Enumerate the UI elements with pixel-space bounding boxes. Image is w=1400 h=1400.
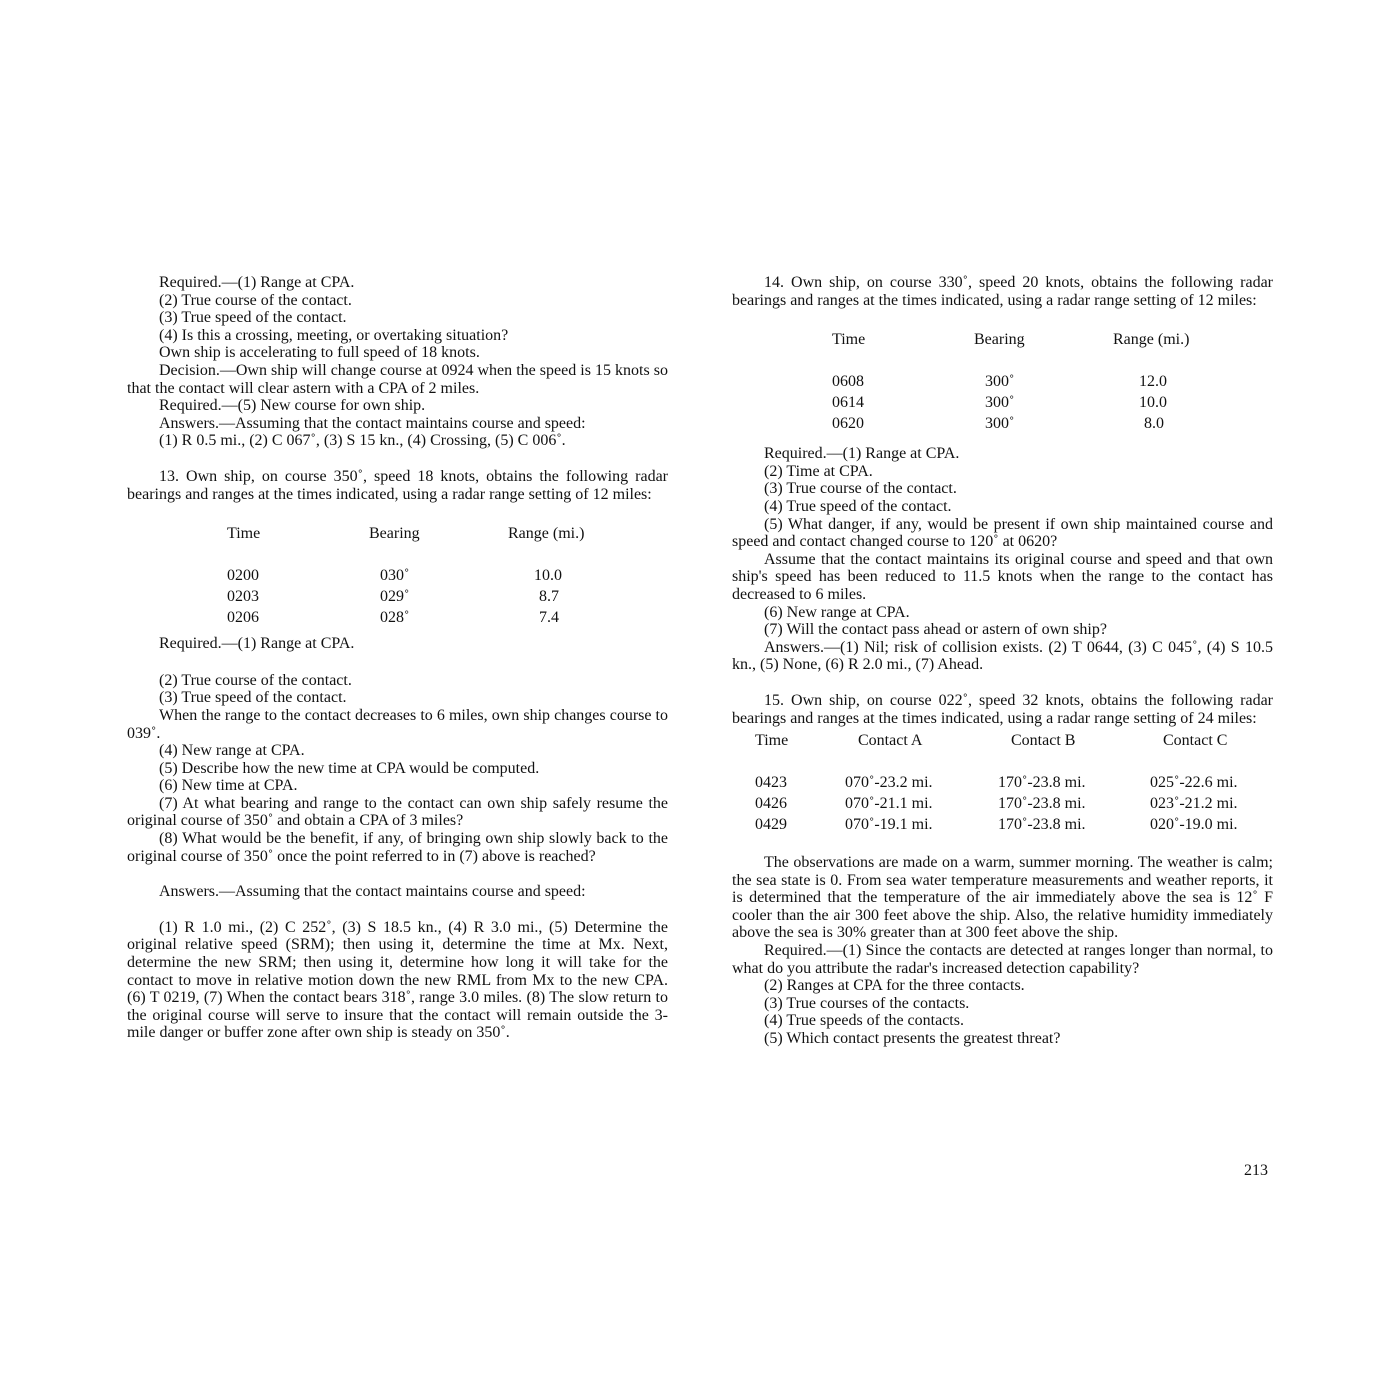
paragraph: Own ship is accelerating to full speed of 18 knots. bbox=[159, 344, 480, 362]
paragraph: (6) New time at CPA. bbox=[159, 777, 298, 795]
table-cell: 0200 bbox=[227, 567, 259, 585]
table-cell: 170˚-23.8 mi. bbox=[998, 774, 1086, 792]
paragraph: (1) R 0.5 mi., (2) C 067˚, (3) S 15 kn., (4) Crossing, (5) C 006˚. bbox=[159, 432, 566, 450]
problem-13-intro: 13. Own ship, on course 350˚, speed 18 knots, obtains the following radar bearings and ranges at the times indicated, using a radar range setting of 12 miles: bbox=[127, 467, 668, 503]
page-number: 213 bbox=[1244, 1162, 1268, 1179]
answers-body: (1) R 1.0 mi., (2) C 252˚, (3) S 18.5 kn., (4) R 3.0 mi., (5) Determine the original relative speed (SRM); then using it, determine the time at Mx. Next, determine the new SRM; then using it, determine how long it will take for the contact to move in relative motion down the new RML from Mx to the new CPA. (6) T 0219, (7) When the contact bears 318˚, range 3.0 miles. (8) The slow return to the original course will serve to insure that the contact will remain outside the 3-mile danger or buffer zone after own ship is steady on 350˚. bbox=[127, 918, 668, 1042]
problem-14-intro: 14. Own ship, on course 330˚, speed 20 knots, obtains the following radar bearings and ranges at the times indicated, using a radar range setting of 12 miles: bbox=[732, 274, 1273, 309]
paragraph: Decision.—Own ship will change course at 0924 when the speed is 15 knots so that the contact will clear astern with a CPA of 2 miles. bbox=[127, 361, 668, 397]
table-header: Contact C bbox=[1163, 732, 1228, 750]
problem-15-text bbox=[732, 854, 1273, 1048]
table-cell: 0203 bbox=[227, 588, 259, 606]
table-header: Time bbox=[227, 525, 261, 543]
paragraph: Required.—(5) New course for own ship. bbox=[159, 397, 426, 415]
table-header: Time bbox=[755, 732, 789, 750]
paragraph: (3) True course of the contact. bbox=[764, 480, 957, 498]
problem-15-intro: 15. Own ship, on course 022˚, speed 32 knots, obtains the following radar bearings and ranges at the times indicated, using a radar range setting of 24 miles: bbox=[732, 691, 1273, 727]
paragraph: Answers.—Assuming that the contact maintains course and speed: bbox=[159, 414, 586, 432]
table-cell: 0620 bbox=[832, 415, 864, 433]
carryover-text bbox=[127, 274, 668, 450]
table-cell: 028˚ bbox=[380, 609, 410, 627]
table-header: Time bbox=[832, 331, 866, 349]
table-cell: 0423 bbox=[755, 774, 787, 792]
table-header: Contact A bbox=[858, 732, 923, 750]
table-cell: 170˚-23.8 mi. bbox=[998, 795, 1086, 813]
paragraph: (6) New range at CPA. bbox=[764, 603, 910, 621]
paragraph: (4) Is this a crossing, meeting, or overtaking situation? bbox=[159, 326, 509, 344]
paragraph: Answers.—(1) Nil; risk of collision exists. (2) T 0644, (3) C 045˚, (4) S 10.5 kn., (5) None, (6) R 2.0 mi., (7) Ahead. bbox=[732, 638, 1273, 674]
table-cell: 030˚ bbox=[380, 567, 410, 585]
table-cell: 0426 bbox=[755, 795, 787, 813]
paragraph: (2) Time at CPA. bbox=[764, 462, 873, 480]
table-cell: 070˚-21.1 mi. bbox=[845, 795, 933, 813]
table-cell: 8.0 bbox=[1144, 415, 1164, 433]
table-header: Bearing bbox=[974, 331, 1025, 349]
table-cell: 070˚-23.2 mi. bbox=[845, 774, 933, 792]
table-14 bbox=[732, 309, 1273, 433]
right-column bbox=[732, 274, 1273, 1048]
problem-13-requirements bbox=[127, 672, 668, 866]
table-cell: 12.0 bbox=[1139, 373, 1167, 391]
paragraph: (5) What danger, if any, would be present if own ship maintained course and speed and contact changed course to 120˚ at 0620? bbox=[732, 515, 1273, 551]
paragraph: (7) At what bearing and range to the contact can own ship safely resume the original course of 350˚ and obtain a CPA of 3 miles? bbox=[127, 794, 668, 830]
paragraph: Required.—(1) Since the contacts are detected at ranges longer than normal, to what do you attribute the radar's increased detection capability? bbox=[732, 942, 1273, 977]
table-cell: 300˚ bbox=[985, 394, 1015, 412]
paragraph: (3) True speed of the contact. bbox=[159, 309, 347, 327]
paragraph: (5) Describe how the new time at CPA would be computed. bbox=[159, 759, 540, 777]
table-cell: 170˚-23.8 mi. bbox=[998, 816, 1086, 834]
paragraph: The observations are made on a warm, summer morning. The weather is calm; the sea state is 0. From sea water temperature measurements and weather reports, it is determined that the temperature of the air immediately above the sea is 12˚ F cooler than the air 300 feet above the ship. Also, the relative humidity immediately above the sea is 30% greater than at 300 feet above the ship. bbox=[732, 854, 1273, 942]
table-15 bbox=[732, 727, 1273, 839]
paragraph: (2) True course of the contact. bbox=[159, 671, 352, 689]
paragraph: (3) True speed of the contact. bbox=[159, 689, 347, 707]
paragraph: (4) True speed of the contact. bbox=[764, 497, 952, 515]
table-cell: 0614 bbox=[832, 394, 864, 412]
table-cell: 8.7 bbox=[539, 588, 559, 606]
table-cell: 025˚-22.6 mi. bbox=[1150, 774, 1238, 792]
table-cell: 029˚ bbox=[380, 588, 410, 606]
paragraph: (3) True courses of the contacts. bbox=[764, 994, 970, 1012]
paragraph: Required.—(1) Range at CPA. bbox=[159, 274, 355, 291]
table-cell: 300˚ bbox=[985, 415, 1015, 433]
paragraph: (2) Ranges at CPA for the three contacts. bbox=[764, 977, 1025, 995]
answers-heading: Answers.—Assuming that the contact maintains course and speed: bbox=[159, 883, 586, 901]
paragraph: (4) New range at CPA. bbox=[159, 742, 305, 760]
table-header: Bearing bbox=[369, 525, 420, 543]
paragraph: (2) True course of the contact. bbox=[159, 291, 352, 309]
paragraph: When the range to the contact decreases to 6 miles, own ship changes course to 039˚. bbox=[127, 706, 668, 742]
table-cell: 023˚-21.2 mi. bbox=[1150, 795, 1238, 813]
table-cell: 0206 bbox=[227, 609, 259, 627]
problem-14-requirements bbox=[732, 445, 1273, 674]
paragraph: (7) Will the contact pass ahead or astern of own ship? bbox=[764, 621, 1107, 639]
table-cell: 0429 bbox=[755, 816, 787, 834]
paragraph: Required.—(1) Range at CPA. bbox=[764, 445, 960, 463]
table-cell: 10.0 bbox=[534, 567, 562, 585]
table-cell: 7.4 bbox=[539, 609, 559, 627]
left-column bbox=[127, 274, 668, 1042]
table-13 bbox=[127, 503, 668, 627]
paragraph: Assume that the contact maintains its original course and speed and that own ship's speed has been reduced to 11.5 knots when the range to the contact has decreased to 6 miles. bbox=[732, 550, 1273, 603]
table-cell: 020˚-19.0 mi. bbox=[1150, 816, 1238, 834]
paragraph: (8) What would be the benefit, if any, of bringing own ship slowly back to the original course of 350˚ once the point referred to in (7) above is reached? bbox=[127, 830, 668, 865]
table-cell: 300˚ bbox=[985, 373, 1015, 391]
table-cell: 0608 bbox=[832, 373, 864, 391]
table-cell: 070˚-19.1 mi. bbox=[845, 816, 933, 834]
table-header: Range (mi.) bbox=[1113, 331, 1190, 349]
table-cell: 10.0 bbox=[1139, 394, 1167, 412]
paragraph: Required.—(1) Range at CPA. bbox=[159, 635, 355, 653]
table-header: Range (mi.) bbox=[508, 525, 585, 543]
paragraph: (5) Which contact presents the greatest threat? bbox=[764, 1030, 1061, 1048]
paragraph: (4) True speeds of the contacts. bbox=[764, 1012, 964, 1030]
table-header: Contact B bbox=[1011, 732, 1076, 750]
